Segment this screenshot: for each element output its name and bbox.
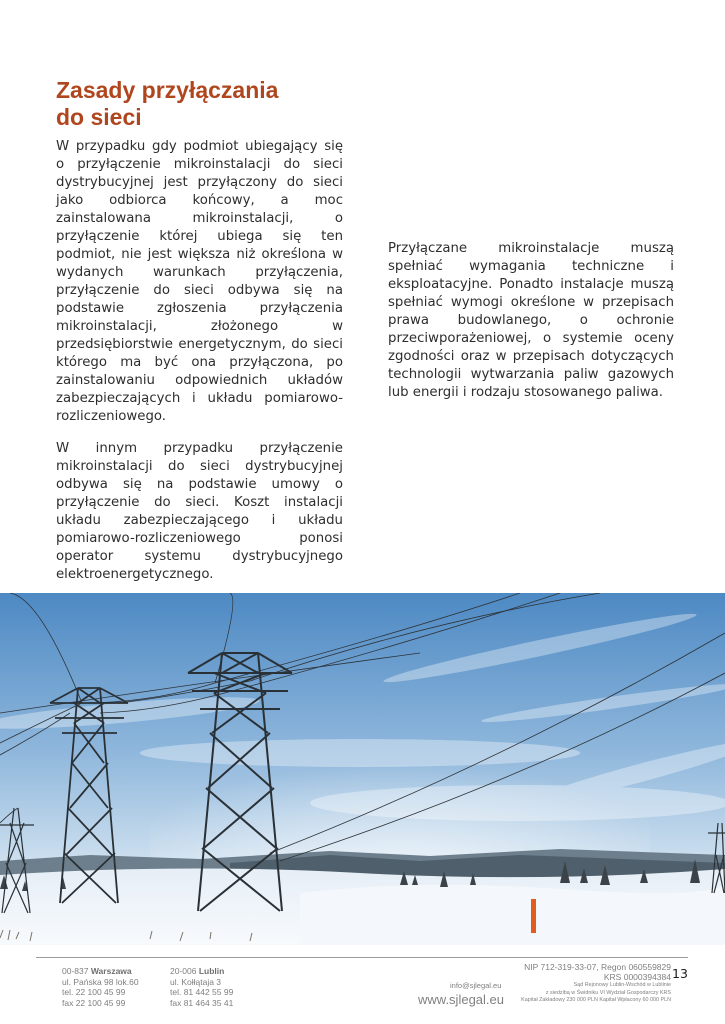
fax: fax 81 464 35 41 bbox=[170, 997, 234, 1008]
left-text-column bbox=[56, 138, 343, 598]
paragraph: W innym przypadku przyłączenie mikroinstalacji do sieci dystrybucyjnej odbywa się na podstawie umowy o przyłączenie do sieci. Koszt instalacji układu zabezpieczającego i układu pomiarowo-rozliczeniowego ponosi operator systemu dystrybucyjnego elektroenergetycznego. bbox=[56, 441, 343, 582]
company-registration bbox=[518, 962, 671, 1005]
phone: tel. 81 442 55 99 bbox=[170, 987, 234, 997]
section-heading bbox=[56, 77, 356, 131]
website-link[interactable]: www.sjlegal.eu bbox=[418, 992, 504, 1007]
email-link[interactable]: info@sjlegal.eu bbox=[450, 981, 502, 990]
paragraph: Przyłączane mikroinstalacje muszą spełniać wymagania techniczne i eksploatacyjne. Ponadto instalacje muszą spełniać wymogi określone w przepisach prawa budowlanego, o ochronie przeciwporażeniowej, o systemie oceny zgodności oraz w przepisach dotyczących technologii wytwarzania paliw gazowych lub energii i rodzaju stosowanego paliwa. bbox=[388, 241, 674, 400]
heading-line-2: do sieci bbox=[56, 104, 142, 130]
city: Warszawa bbox=[90, 966, 132, 976]
contact-web bbox=[418, 981, 518, 1007]
krs: KRS 0000394384 bbox=[603, 972, 671, 982]
city: Lublin bbox=[198, 966, 225, 976]
address-lublin bbox=[170, 966, 280, 1008]
street: ul. Pańska 98 lok.60 bbox=[62, 976, 139, 987]
street: ul. Kołłątaja 3 bbox=[170, 976, 222, 987]
address-warsaw bbox=[62, 966, 172, 1008]
footer-divider bbox=[36, 957, 688, 958]
nip-regon: NIP 712-319-33-07, Regon 060559829 bbox=[524, 962, 671, 972]
paragraph: W przypadku gdy podmiot ubiegający się o przyłączenie mikroinstalacji do sieci dystrybucyjnej jest przyłączony do sieci jako odbiorca końcowy, a moc zainstalowana mikroinstalacji, o przyłączenie której ubiega się ten podmiot, nie jest większa niż określona w wydanych warunkach przyłączenia, przyłączenie do sieci odbywa się na podstawie zgłoszenia przyłączenia mikroinstalacji, złożonego w przedsiębiorstwie energetycznym, do sieci którego ma być ona przyłączona, po zainstalowaniu odpowiednich układów zabezpieczających i układu pomiarowo-rozliczeniowego. bbox=[56, 139, 343, 424]
power-pylons-photo bbox=[0, 593, 725, 945]
right-text-column bbox=[388, 240, 674, 416]
capital: Kapitał Zakładowy 230 000 PLN Kapitał Wpłacony 60 000 PLN bbox=[521, 997, 671, 1003]
fax: fax 22 100 45 99 bbox=[62, 997, 126, 1008]
postcode: 20-006 bbox=[170, 966, 197, 976]
court-line-2: z siedzibą w Świdniku VI Wydział Gospodarczy KRS bbox=[545, 989, 671, 996]
court-line-1: Sąd Rejonowy Lublin-Wschód w Lublinie bbox=[573, 982, 671, 988]
phone: tel. 22 100 45 99 bbox=[62, 987, 126, 997]
page-number: 13 bbox=[672, 966, 688, 981]
heading-line-1: Zasady przyłączania bbox=[56, 77, 279, 103]
postcode: 00-837 bbox=[62, 966, 89, 976]
